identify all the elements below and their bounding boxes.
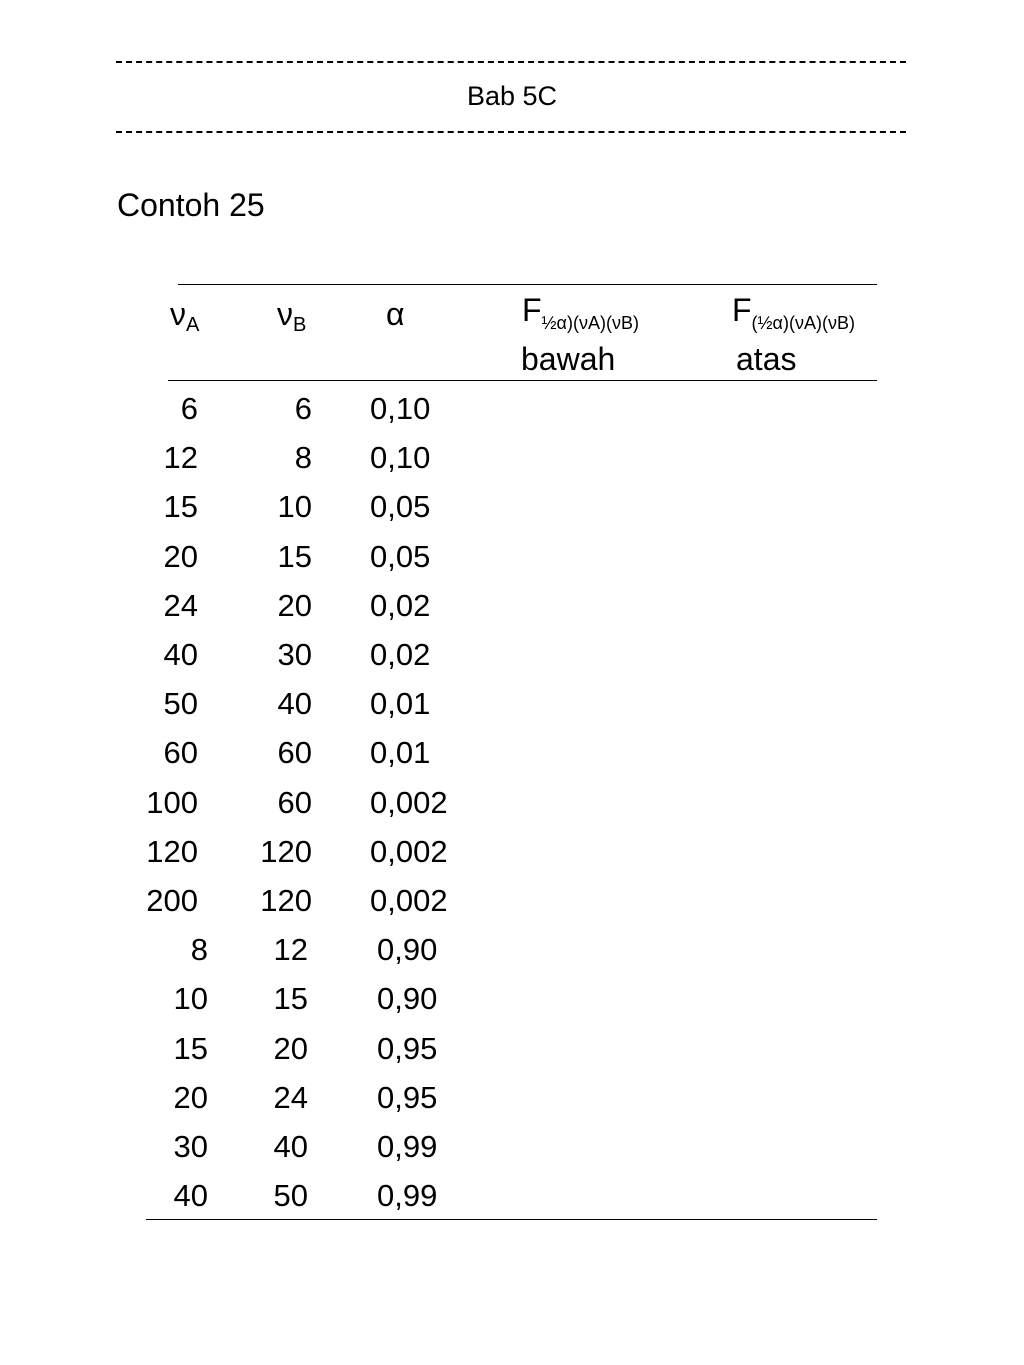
cell-nu-b: 12 [273, 932, 308, 968]
f-upper-caption: atas [736, 341, 797, 377]
cell-alpha: 0,05 [370, 538, 431, 574]
cell-alpha: 0,10 [370, 391, 431, 426]
cell-nu-b: 40 [273, 1129, 308, 1164]
cell-nu-a: 60 [163, 735, 198, 771]
column-header-f-lower [522, 292, 639, 333]
f-lower-symbol: F [522, 292, 542, 328]
cell-nu-b: 6 [294, 391, 312, 426]
cell-nu-a: 24 [163, 587, 198, 623]
table-row [0, 433, 1024, 482]
f-upper-symbol: F [732, 292, 752, 328]
nu-b-symbol: ν [277, 296, 293, 332]
table-header-rule [168, 380, 877, 381]
cell-nu-b: 60 [277, 735, 312, 771]
nu-a-symbol: ν [170, 296, 186, 332]
example-title: Contoh 25 [117, 187, 265, 223]
cell-alpha: 0,95 [377, 1079, 438, 1115]
table-row [0, 384, 1024, 433]
table-bottom-rule [146, 1219, 877, 1220]
cell-alpha: 0,95 [377, 1030, 438, 1066]
bottom-dashed-divider [116, 131, 906, 133]
table-row [0, 778, 1024, 827]
table-row [0, 581, 1024, 630]
cell-nu-a: 30 [173, 1129, 208, 1164]
cell-nu-a: 12 [163, 440, 198, 476]
column-header-f-upper [732, 292, 855, 333]
column-header-nu-b [277, 296, 307, 336]
cell-nu-a: 10 [173, 981, 208, 1017]
cell-alpha: 0,99 [377, 1178, 438, 1214]
table-row [0, 482, 1024, 531]
table-row [0, 1024, 1024, 1073]
cell-alpha: 0,90 [377, 981, 438, 1017]
cell-alpha: 0,90 [377, 932, 438, 968]
cell-nu-b: 50 [273, 1178, 308, 1214]
cell-nu-a: 6 [180, 391, 198, 426]
table-row [0, 1122, 1024, 1171]
cell-alpha: 0,10 [370, 440, 431, 476]
cell-nu-b: 60 [277, 784, 312, 820]
cell-nu-b: 40 [277, 686, 312, 722]
table-row [0, 1171, 1024, 1220]
nu-b-subscript: B [293, 314, 307, 336]
cell-nu-b: 15 [277, 538, 312, 574]
f-upper-subscript: (½α)(νA)(νB) [751, 313, 855, 333]
table-row [0, 532, 1024, 581]
cell-nu-a: 200 [146, 883, 198, 918]
column-header-nu-a [170, 296, 200, 336]
cell-nu-b: 20 [277, 587, 312, 623]
top-dashed-divider [116, 61, 906, 63]
f-lower-subscript: ½α)(νA)(νB) [541, 313, 639, 333]
table-top-rule [178, 284, 877, 285]
column-header-alpha: α [386, 296, 405, 332]
cell-nu-b: 8 [294, 440, 312, 476]
cell-nu-a: 15 [173, 1030, 208, 1066]
cell-nu-a: 100 [146, 784, 198, 820]
nu-a-subscript: A [186, 314, 200, 336]
cell-alpha: 0,02 [370, 587, 431, 623]
cell-nu-b: 24 [273, 1079, 308, 1115]
cell-alpha: 0,002 [370, 784, 448, 820]
cell-nu-a: 15 [163, 489, 198, 525]
table-row [0, 925, 1024, 974]
table-row [0, 728, 1024, 777]
table-row [0, 679, 1024, 728]
cell-nu-a: 120 [146, 833, 198, 869]
cell-alpha: 0,01 [370, 735, 431, 771]
cell-nu-a: 8 [190, 932, 208, 968]
cell-nu-b: 120 [260, 883, 312, 918]
table-row [0, 876, 1024, 925]
table-row [0, 630, 1024, 679]
cell-nu-a: 40 [173, 1178, 208, 1214]
cell-nu-b: 20 [273, 1030, 308, 1066]
cell-nu-a: 20 [163, 538, 198, 574]
cell-nu-b: 120 [260, 833, 312, 869]
table-row [0, 827, 1024, 876]
cell-alpha: 0,002 [370, 833, 448, 869]
cell-alpha: 0,02 [370, 637, 431, 672]
cell-nu-a: 20 [173, 1079, 208, 1115]
cell-nu-b: 10 [277, 489, 312, 525]
cell-nu-a: 40 [163, 637, 198, 672]
cell-alpha: 0,99 [377, 1129, 438, 1164]
cell-nu-a: 50 [163, 686, 198, 722]
cell-nu-b: 15 [273, 981, 308, 1017]
cell-alpha: 0,002 [370, 883, 448, 918]
cell-alpha: 0,01 [370, 686, 431, 722]
chapter-title: Bab 5C [466, 81, 558, 111]
cell-alpha: 0,05 [370, 489, 431, 525]
f-lower-caption: bawah [521, 341, 616, 377]
table-row [0, 1073, 1024, 1122]
table-row [0, 974, 1024, 1023]
cell-nu-b: 30 [277, 637, 312, 672]
